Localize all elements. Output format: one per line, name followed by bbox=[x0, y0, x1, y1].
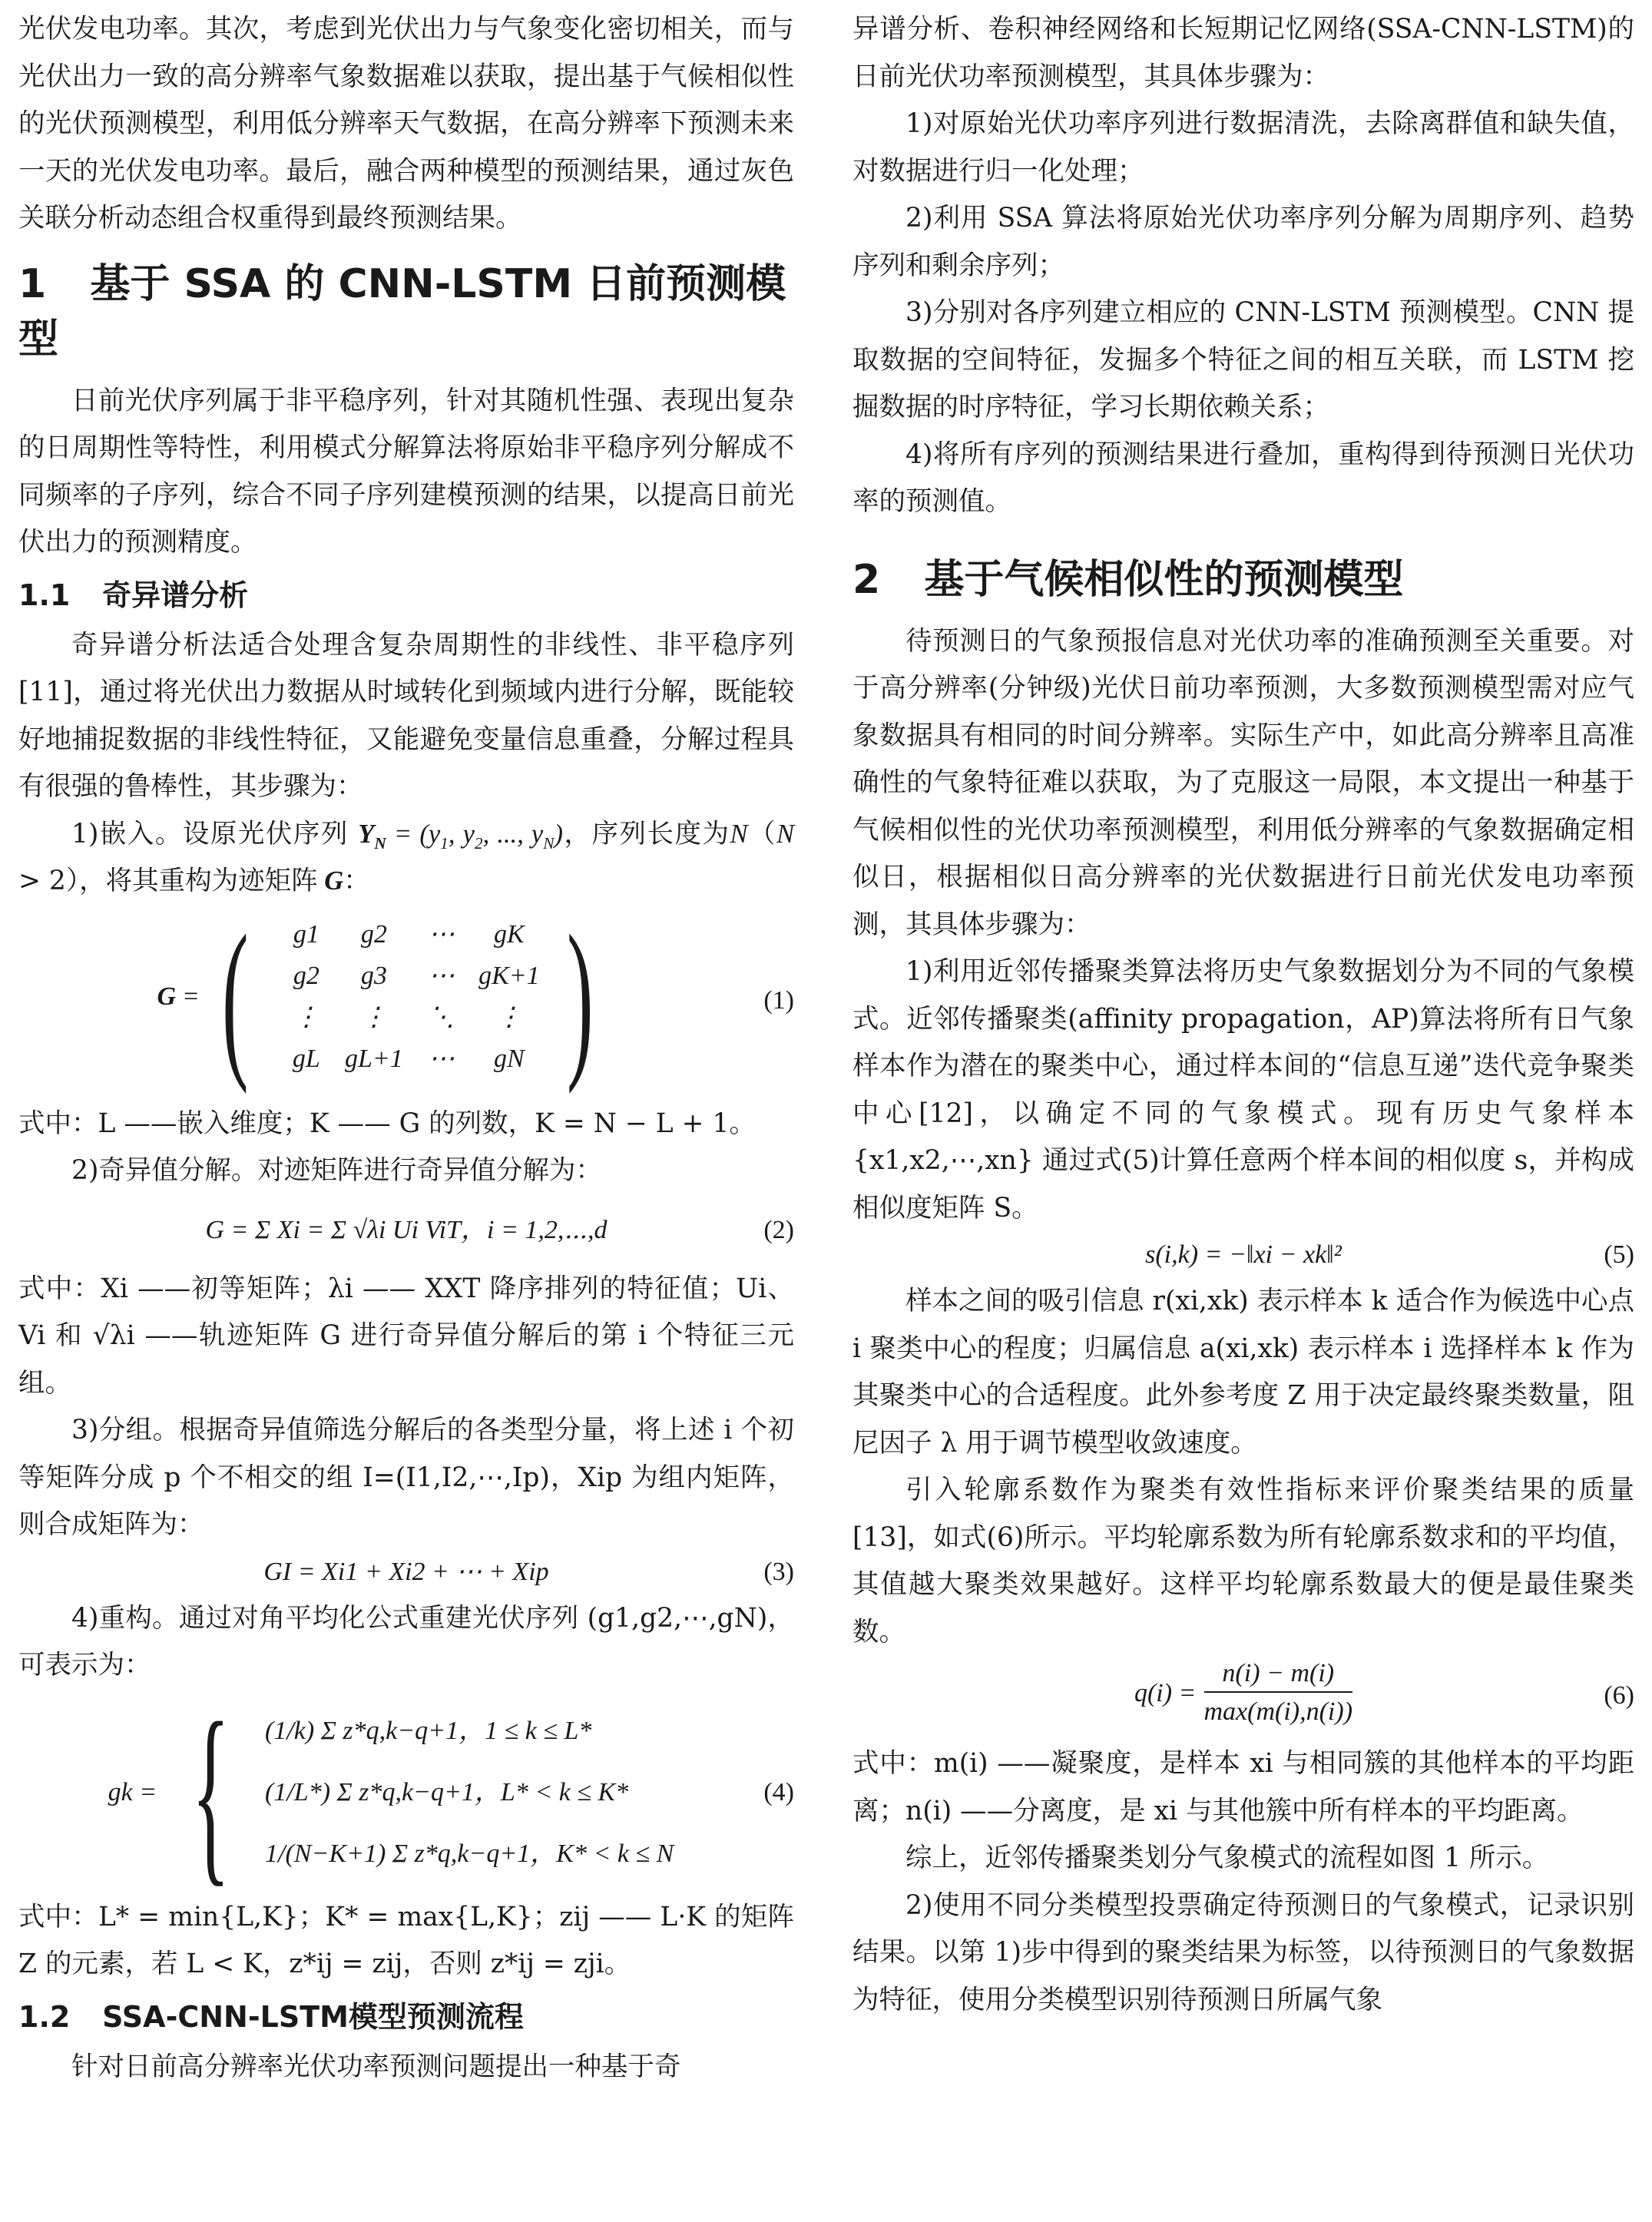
section-1-paragraph: 日前光伏序列属于非平稳序列，针对其随机性强、表现出复杂的日周期性等特性，利用模式分解算法将原始非平稳序列分解成不同频率的子序列，综合不同子序列建模预测的结果，以提高日前光伏出力的预测精度。 bbox=[18, 385, 794, 558]
right-column bbox=[852, 6, 1634, 2024]
model-step-4: 4)将所有序列的预测结果进行叠加，重构得到待预测日光伏功率的预测值。 bbox=[852, 439, 1634, 517]
step-svd-paragraph: 2)奇异值分解。对迹矩阵进行奇异值分解为： bbox=[71, 1155, 602, 1186]
matrix-cell: ⋮ bbox=[360, 1002, 387, 1032]
continued-paragraph: 异谱分析、卷积神经网络和长短期记忆网络(SSA-CNN-LSTM)的日前光伏功率预测模型，其具体步骤为： bbox=[852, 14, 1634, 92]
equation-5 bbox=[852, 1232, 1634, 1278]
matrix-cell: g3 bbox=[360, 961, 387, 990]
equation-1-where: 式中：L ——嵌入维度；K —— G 的列数，K = N − L + 1。 bbox=[18, 1108, 756, 1139]
equation-6 bbox=[852, 1656, 1634, 1740]
section-2-title: 基于气候相似性的预测模型 bbox=[924, 556, 1404, 603]
trajectory-matrix bbox=[273, 915, 543, 1079]
equation-1: G = ( g1 g2 ⋯ gK g2 g3 ⋯ gK+1 ⋮ ⋮ ⋱ ⋮ gL gL+1 ⋯ gN ) (1) bbox=[157, 898, 794, 1094]
section-2-heading bbox=[852, 552, 1634, 608]
matrix-cell: ⋱ bbox=[428, 1002, 455, 1032]
matrix-cell: g2 bbox=[293, 961, 319, 990]
equation-3 bbox=[18, 1549, 794, 1595]
subsection-1-1-heading bbox=[18, 571, 794, 619]
model-step-3: 3)分别对各序列建立相应的 CNN-LSTM 预测模型。CNN 提取数据的空间特征，发掘多个特征之间的相互关联，而 LSTM 挖掘数据的时序特征，学习长期依赖关系； bbox=[852, 297, 1634, 422]
equation-2-body: G = Σ Xi = Σ √λi Ui ViT，i = 1,2,⋯,d bbox=[205, 1215, 607, 1244]
left-column bbox=[18, 6, 794, 2091]
equation-1-lhs: G bbox=[157, 982, 177, 1011]
subsection-1-1-title: 奇异谱分析 bbox=[102, 578, 249, 612]
section-1-heading bbox=[18, 257, 794, 367]
matrix-cell: g1 bbox=[293, 919, 319, 949]
equation-4-number: (4) bbox=[763, 1777, 794, 1806]
equation-3-body: GI = Xi1 + Xi2 + ⋯ + Xip bbox=[263, 1557, 549, 1586]
step-embed-text-b: ，序列长度为 bbox=[563, 818, 730, 849]
equation-6-number: (6) bbox=[1604, 1681, 1634, 1710]
matrix-cell: ⋯ bbox=[428, 919, 455, 949]
equation-6-numerator: n(i) − m(i) bbox=[1222, 1659, 1335, 1687]
section-2-paragraph-3: 样本之间的吸引信息 r(xi,xk) 表示样本 k 适合作为候选中心点 i 聚类中心的程度；归属信息 a(xi,xk) 表示样本 i 选择样本 k 作为其聚类中心的合适程度。此外参考度 Z 用于决定最终聚类数量，阻尼因子 λ 用于调节模型收敛速度。 bbox=[852, 1286, 1634, 1459]
section-2-paragraph-1: 待预测日的气象预报信息对光伏功率的准确预测至关重要。对于高分辨率(分钟级)光伏日前功率预测，大多数预测模型需对应气象数据具有相同的时间分辨率。实际生产中，如此高分辨率且高准确性的气象特征难以获取，为了克服这一局限，本文提出一种基于气候相似性的光伏功率预测模型，利用低分辨率的气象数据确定相似日，根据相似日高分辨率的光伏数据进行日前光伏发电功率预测，其具体步骤为： bbox=[852, 625, 1634, 940]
step-group-paragraph: 3)分组。根据奇异值筛选分解后的各类型分量，将上述 i 个初等矩阵分成 p 个不相交的组 I=(I1,I2,⋯,Ip)，Xip 为组内矩阵，则合成矩阵为： bbox=[18, 1415, 794, 1540]
equation-4: gk = { (1/k) Σ z*q,k−q+1，1 ≤ k ≤ L* (1/L*) Σ z*q,k−q+1，L* < k ≤ K* 1/(N−K+1) Σ z*q,k−q+1，K* < k ≤ N (4) bbox=[108, 1681, 794, 1903]
section-2-paragraph-2: 1)利用近邻传播聚类算法将历史气象数据划分为不同的气象模式。近邻传播聚类(affinity propagation，AP)算法将所有日气象样本作为潜在的聚类中心，通过样本间的“信息互递”迭代竞争聚类中心[12]，以确定不同的气象模式。现有历史气象样本 {x1,x2,⋯,xn} 通过式(5)计算任意两个样本间的相似度 s，并构成相似度矩阵 S。 bbox=[852, 956, 1634, 1224]
matrix-cell: ⋮ bbox=[495, 1002, 522, 1032]
subsection-1-1-number: 1.1 bbox=[18, 578, 71, 612]
step-embed-text-c: ，将其重构为迹矩阵 bbox=[79, 866, 318, 896]
sequence-symbol: $Y_N$ bbox=[358, 819, 386, 853]
section-2-paragraph-6: 综上，近邻传播聚类划分气象模式的流程如图 1 所示。 bbox=[905, 1843, 1549, 1873]
equation-5-body: s(i,k) = −‖xi − xk‖² bbox=[1145, 1240, 1342, 1269]
section-1-title: 基于 SSA 的 CNN-LSTM 日前预测模型 bbox=[18, 260, 786, 363]
matrix-cell: gN bbox=[494, 1044, 525, 1073]
section-2-number: 2 bbox=[852, 556, 881, 603]
equation-2-where: 式中：Xi ——初等矩阵；λi —— XXT 降序排列的特征值；Ui、Vi 和 √λi ——轨迹矩阵 G 进行奇异值分解后的第 i 个特征三元组。 bbox=[18, 1273, 794, 1399]
subsection-1-2-paragraph: 针对日前高分辨率光伏功率预测问题提出一种基于奇 bbox=[71, 2051, 681, 2082]
model-step-1: 1)对原始光伏功率序列进行数据清洗，去除离群值和缺失值，对数据进行归一化处理； bbox=[852, 108, 1634, 187]
equation-6-denominator: max(m(i),n(i)) bbox=[1204, 1691, 1353, 1731]
section-2-paragraph-4: 引入轮廓系数作为聚类有效性指标来评价聚类结果的质量[13]，如式(6)所示。平均轮廓系数为所有轮廓系数求和的平均值，其值越大聚类效果越好。这样平均轮廓系数最大的便是最佳聚类数。 bbox=[852, 1475, 1634, 1647]
matrix-cell: g2 bbox=[360, 919, 387, 949]
matrix-cell: ⋮ bbox=[293, 1002, 319, 1032]
matrix-cell: ⋯ bbox=[428, 1044, 455, 1073]
section-2-paragraph-7: 2)使用不同分类模型投票确定待预测日的气象模式，记录识别结果。以第 1)步中得到的聚类结果为标签，以待预测日的气象数据为特征，使用分类模型识别待预测日所属气象 bbox=[852, 1889, 1634, 2015]
equation-1-number: (1) bbox=[763, 985, 794, 1015]
step-embed-text-a: 1)嵌入。设原光伏序列 bbox=[71, 818, 349, 849]
equation-4-where: 式中：L* = min{L,K}；K* = max{L,K}；zij —— L·K 的矩阵 Z 的元素，若 L < K，z*ij = zij，否则 z*ij = zji。 bbox=[18, 1901, 794, 1979]
section-1-number: 1 bbox=[18, 260, 47, 307]
matrix-cell: gL bbox=[292, 1044, 320, 1073]
model-step-2: 2)利用 SSA 算法将原始光伏功率序列分解为周期序列、趋势序列和剩余序列； bbox=[852, 203, 1634, 281]
equation-4-case-2: (1/L*) Σ z*q,k−q+1，L* < k ≤ K* bbox=[265, 1777, 629, 1806]
equation-5-number: (5) bbox=[1604, 1240, 1634, 1269]
equation-2 bbox=[18, 1195, 794, 1266]
equation-4-case-3: 1/(N−K+1) Σ z*q,k−q+1，K* < k ≤ N bbox=[265, 1839, 674, 1868]
equation-3-number: (3) bbox=[763, 1557, 794, 1586]
subsection-1-2-number: 1.2 bbox=[18, 1999, 71, 2034]
step-embed-paragraph: 1)嵌入。设原光伏序列 $Y_N = (y_1$, $y_2$, ..., $y_N$)，序列长度为N（N > 2），将其重构为迹矩阵 G： bbox=[18, 818, 794, 896]
equation-6-lhs: q(i) = bbox=[1134, 1679, 1197, 1707]
matrix-cell: gL+1 bbox=[344, 1044, 403, 1073]
matrix-cell: gK+1 bbox=[478, 961, 540, 990]
subsection-1-2-heading bbox=[18, 1993, 794, 2041]
equation-2-number: (2) bbox=[763, 1215, 794, 1244]
equation-4-case-1: (1/k) Σ z*q,k−q+1，1 ≤ k ≤ L* bbox=[265, 1716, 592, 1745]
matrix-cell: ⋯ bbox=[428, 961, 455, 990]
step-reconstruct-paragraph: 4)重构。通过对角平均化公式重建光伏序列 (g1,g2,⋯,gN)，可表示为： bbox=[18, 1602, 794, 1681]
equation-6-where: 式中：m(i) ——凝聚度，是样本 xi 与相同簇的其他样本的平均距离；n(i) ——分离度，是 xi 与其他簇中所有样本的平均距离。 bbox=[852, 1748, 1634, 1826]
subsection-1-2-title: SSA-CNN-LSTM模型预测流程 bbox=[102, 1999, 524, 2034]
ssa-intro-paragraph: 奇异谱分析法适合处理含复杂周期性的非线性、非平稳序列[11]，通过将光伏出力数据从时域转化到频域内进行分解，既能较好地捕捉数据的非线性特征，又能避免变量信息重叠，分解过程具有很强的鲁棒性，其步骤为： bbox=[18, 629, 794, 802]
equation-4-lhs: gk = bbox=[108, 1777, 157, 1806]
intro-paragraph: 光伏发电功率。其次，考虑到光伏出力与气象变化密切相关，而与光伏出力一致的高分辨率气象数据难以获取，提出基于气候相似性的光伏预测模型，利用低分辨率天气数据，在高分辨率下预测未来一天的光伏发电功率。最后，融合两种模型的预测结果，通过灰色关联分析动态组合权重得到最终预测结果。 bbox=[18, 14, 794, 233]
matrix-cell: gK bbox=[494, 919, 525, 949]
